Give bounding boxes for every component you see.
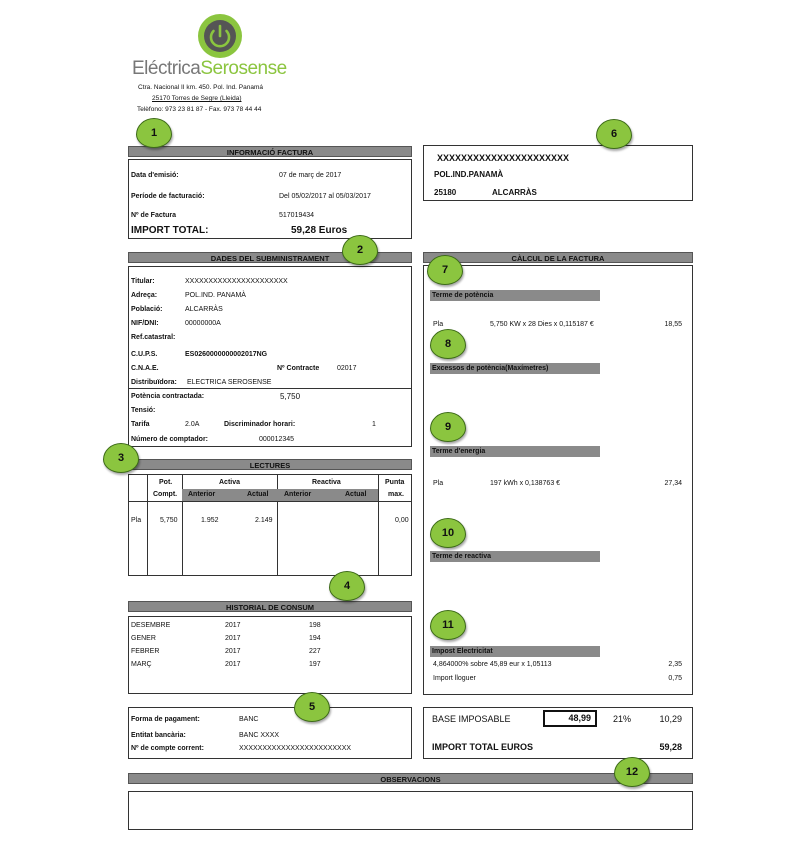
company-name-part2: Serosense — [200, 58, 287, 79]
col-divider — [378, 475, 379, 575]
invoice-info-box — [128, 159, 412, 239]
power-label: Potència contractada: — [131, 393, 205, 400]
company-name-part1: Eléctrica — [132, 58, 201, 79]
tax-row-formula: 4,864000% sobre 45,89 eur x 1,05113 — [433, 661, 552, 668]
sub-reactive-prev: Anterior — [284, 491, 312, 498]
meter-label: Número de comptador: — [131, 436, 209, 443]
tariff-label: Tarifa — [131, 421, 150, 428]
rent-label: Import lloguer — [433, 675, 476, 682]
col-active: Activa — [219, 479, 241, 486]
recipient-address: POL.IND.PANAMÀ — [434, 170, 504, 179]
distributor-value: ELECTRICA SEROSENSE — [187, 379, 272, 386]
vat-amount: 10,29 — [659, 714, 682, 724]
reading-row-prev: 1.952 — [201, 517, 219, 524]
nif-label: NIF/DNI: — [131, 320, 159, 327]
contract-label: Nº Contracte — [277, 365, 320, 372]
badge-2: 2 — [342, 235, 378, 265]
power-value: 5,750 — [280, 392, 301, 401]
readings-header: LECTURES — [128, 459, 412, 470]
company-address2: 25170 Torres de Segre (Lleida) — [152, 95, 242, 102]
recipient-postcode: 25180 — [434, 188, 457, 197]
observations-header: OBSERVACIONS — [128, 773, 693, 784]
history-month: FEBRER — [131, 648, 160, 655]
town-value: ALCARRÀS — [185, 306, 223, 313]
badge-5: 5 — [294, 692, 330, 722]
discriminator-label: Discriminador horari: — [224, 421, 296, 428]
badge-4: 4 — [329, 571, 365, 601]
cups-label: C.U.P.S. — [131, 351, 158, 358]
tax-row-amount: 2,35 — [668, 661, 682, 668]
grand-total-value: 59,28 — [659, 742, 682, 752]
town-label: Població: — [131, 306, 163, 313]
row-divider — [129, 501, 411, 502]
cnae-label: C.N.A.E. — [131, 365, 159, 372]
energy-row-label: Pla — [433, 480, 444, 487]
power-row-formula: 5,750 KW x 28 Dies x 0,115187 € — [490, 321, 594, 328]
badge-3: 3 — [103, 443, 139, 473]
readings-table — [128, 474, 412, 576]
company-phone: Telèfono: 973 23 81 87 - Fax. 973 78 44 44 — [137, 106, 262, 113]
invoice-number-label: Nº de Factura — [131, 212, 176, 219]
distributor-label: Distribuïdora: — [131, 379, 177, 386]
power-icon — [197, 13, 243, 59]
address-label: Adreça: — [131, 292, 158, 299]
reading-row-curr: 2.149 — [255, 517, 273, 524]
reactive-term-header: Terme de reactiva — [430, 551, 600, 562]
history-year: 2017 — [225, 661, 241, 668]
history-value: 227 — [309, 648, 321, 655]
company-name — [132, 58, 287, 80]
account-label: Nº de compte corrent: — [131, 745, 204, 752]
reading-row-pot: 5,750 — [160, 517, 178, 524]
invoice-info-header: INFORMACIÓ FACTURA — [128, 146, 412, 157]
tax-header: Impost Electricitat — [430, 646, 600, 657]
payment-method-value: BANC — [239, 716, 259, 723]
invoice-number-value: 517019434 — [279, 212, 315, 219]
history-header: HISTORIAL DE CONSUM — [128, 601, 412, 612]
sub-reactive-curr: Actual — [345, 491, 367, 498]
reading-row-label: Pla — [131, 517, 142, 524]
issue-date-value: 07 de març de 2017 — [279, 172, 342, 179]
col-divider — [147, 475, 148, 575]
contract-value: 02017 — [337, 365, 357, 372]
tariff-value: 2.0A — [185, 421, 200, 428]
history-year: 2017 — [225, 635, 241, 642]
supply-box — [128, 266, 412, 447]
company-logo — [197, 13, 243, 59]
vat-rate: 21% — [613, 714, 632, 724]
energy-row-formula: 197 kWh x 0,138763 € — [490, 480, 561, 487]
payment-method-label: Forma de pagament: — [131, 716, 200, 723]
history-box — [128, 616, 412, 694]
address-value: POL.IND. PANAMÀ — [185, 292, 246, 299]
total-amount-value: 59,28 Euros — [291, 225, 348, 236]
supply-header: DADES DEL SUBMINISTRAMENT — [128, 252, 412, 263]
history-month: DESEMBRE — [131, 622, 171, 629]
reading-row-peak: 0,00 — [395, 517, 409, 524]
payment-box — [128, 707, 412, 759]
badge-1: 1 — [136, 118, 172, 148]
billing-period-value: Del 05/02/2017 al 05/03/2017 — [279, 193, 371, 200]
base-label: BASE IMPOSABLE — [432, 714, 511, 724]
billing-period-label: Període de facturació: — [131, 193, 205, 200]
badge-7: 7 — [427, 255, 463, 285]
nif-value: 00000000A — [185, 320, 221, 327]
badge-11: 11 — [430, 610, 466, 640]
recipient-name: XXXXXXXXXXXXXXXXXXXXXX — [437, 153, 570, 163]
issue-date-label: Data d'emisió: — [131, 172, 179, 179]
col-peak-1: Punta — [385, 479, 405, 486]
history-month: GENER — [131, 635, 156, 642]
col-reactive: Reactiva — [312, 479, 341, 486]
sub-active-prev: Anterior — [188, 491, 216, 498]
history-value: 198 — [309, 622, 321, 629]
holder-value: XXXXXXXXXXXXXXXXXXXXXX — [185, 278, 288, 285]
badge-6: 6 — [596, 119, 632, 149]
badge-8: 8 — [430, 329, 466, 359]
rent-amount: 0,75 — [668, 675, 682, 682]
bank-label: Entitat bancària: — [131, 732, 186, 739]
history-year: 2017 — [225, 622, 241, 629]
energy-term-header: Terme d'energia — [430, 446, 600, 457]
energy-row-amount: 27,34 — [664, 480, 682, 487]
recipient-box — [423, 145, 693, 201]
excess-header: Excessos de potència(Maxímetres) — [430, 363, 600, 374]
recipient-city: ALCARRÀS — [492, 188, 537, 197]
history-value: 197 — [309, 661, 321, 668]
power-row-amount: 18,55 — [664, 321, 682, 328]
col-pot-2: Compt. — [153, 491, 178, 498]
supply-divider — [129, 388, 411, 389]
cups-value: ES0260000000002017NG — [185, 351, 268, 358]
holder-label: Titular: — [131, 278, 155, 285]
bank-value: BANC XXXX — [239, 732, 280, 739]
grand-total-label: IMPORT TOTAL EUROS — [432, 742, 534, 752]
power-row-label: Pla — [433, 321, 444, 328]
company-address1: Ctra. Nacional II km. 450. Pol. Ind. Panamá — [138, 84, 264, 91]
badge-9: 9 — [430, 412, 466, 442]
totals-box — [423, 707, 693, 759]
sub-active-curr: Actual — [247, 491, 269, 498]
col-peak-2: max. — [388, 491, 404, 498]
badge-12: 12 — [614, 757, 650, 787]
power-term-header: Terme de potència — [430, 290, 600, 301]
discriminator-value: 1 — [372, 421, 376, 428]
history-value: 194 — [309, 635, 321, 642]
observations-box — [128, 791, 693, 830]
calc-header: CÀLCUL DE LA FACTURA — [423, 252, 693, 263]
voltage-label: Tensió: — [131, 407, 156, 414]
account-value: XXXXXXXXXXXXXXXXXXXXXXXX — [239, 745, 352, 752]
cadastral-label: Ref.catastral: — [131, 334, 176, 341]
total-amount-label: IMPORT TOTAL: — [131, 225, 209, 236]
col-pot-1: Pot. — [159, 479, 173, 486]
meter-value: 000012345 — [259, 436, 295, 443]
history-month: MARÇ — [131, 661, 152, 668]
base-value: 48,99 — [543, 710, 597, 727]
history-year: 2017 — [225, 648, 241, 655]
badge-10: 10 — [430, 518, 466, 548]
